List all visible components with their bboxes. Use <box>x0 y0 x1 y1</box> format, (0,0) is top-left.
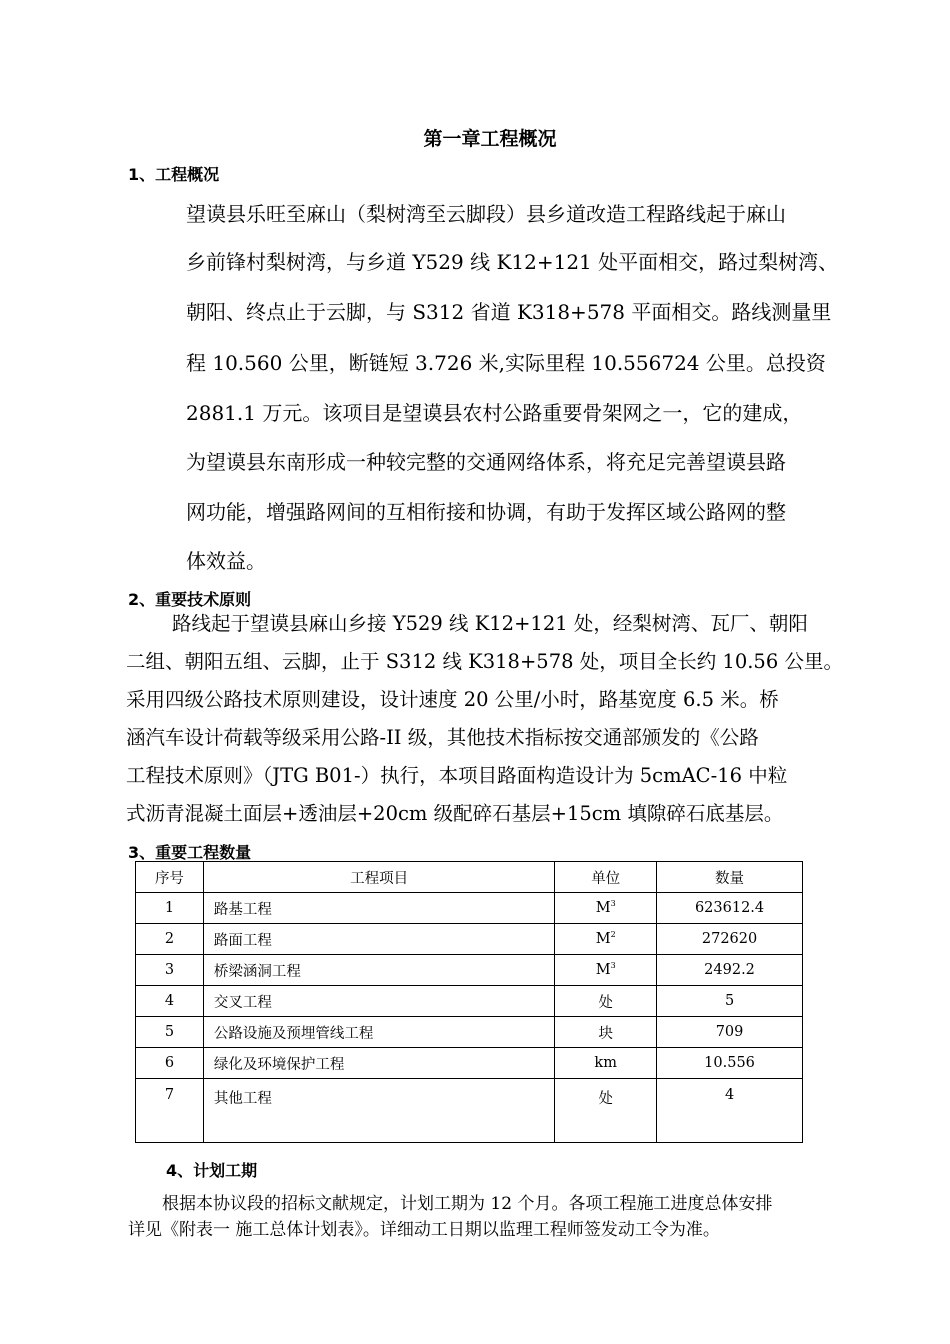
unit-text: 处 <box>598 994 613 1011</box>
unit-text: 处 <box>598 1091 613 1107</box>
section-2-line: 路线起于望谟县麻山乡接 Y529 线 K12+121 处，经梨树湾、瓦厂、朝阳 <box>172 612 808 635</box>
table-row <box>136 1048 803 1079</box>
row-quantity: 709 <box>657 1017 803 1048</box>
section-2-line: 涵汽车设计荷载等级采用公路-II 级，其他技术指标按交通部颁发的《公路 <box>126 726 759 749</box>
row-quantity: 623612.4 <box>657 893 803 924</box>
section-1-line: 2881.1 万元。该项目是望谟县农村公路重要骨架网之一，它的建成， <box>186 401 803 425</box>
row-number: 2 <box>136 924 204 955</box>
row-number: 7 <box>136 1079 204 1143</box>
section-1-line: 望谟县乐旺至麻山（梨树湾至云脚段）县乡道改造工程路线起于麻山 <box>186 202 786 226</box>
section-1-line: 乡前锋村梨树湾，与乡道 Y529 线 K12+121 处平面相交，路过梨树湾、 <box>186 250 839 274</box>
row-number: 1 <box>136 893 204 924</box>
row-unit <box>555 893 657 924</box>
row-item: 绿化及环境保护工程 <box>203 1048 554 1079</box>
row-number: 4 <box>136 986 204 1017</box>
row-item: 交叉工程 <box>203 986 554 1017</box>
table-header-cell: 数量 <box>657 862 803 893</box>
row-item: 路基工程 <box>203 893 554 924</box>
section-1-line: 体效益。 <box>186 549 266 573</box>
row-number: 6 <box>136 1048 204 1079</box>
row-quantity: 10.556 <box>657 1048 803 1079</box>
row-quantity: 5 <box>657 986 803 1017</box>
section-1-line: 网功能，增强路网间的互相衔接和协调，有助于发挥区域公路网的整 <box>186 500 786 524</box>
unit-text: km <box>594 1055 617 1071</box>
table-header-cell: 序号 <box>136 862 204 893</box>
table-row <box>136 924 803 955</box>
table-row <box>136 1079 803 1143</box>
table-row <box>136 986 803 1017</box>
row-item: 公路设施及预埋管线工程 <box>203 1017 554 1048</box>
unit-text: M <box>595 931 611 947</box>
row-quantity: 2492.2 <box>657 955 803 986</box>
row-item: 其他工程 <box>203 1079 554 1143</box>
row-number: 5 <box>136 1017 204 1048</box>
unit-exponent: 2 <box>610 930 616 940</box>
quantities-table <box>135 861 803 1143</box>
table-header-cell: 单位 <box>555 862 657 893</box>
table-header-cell: 工程项目 <box>203 862 554 893</box>
row-unit <box>555 1079 657 1143</box>
section-2-heading: 2、重要技术原则 <box>128 590 252 609</box>
section-4-line: 根据本协议段的招标文献规定，计划工期为 12 个月。各项工程施工进度总体安排 <box>162 1194 773 1214</box>
section-2-line: 采用四级公路技术原则建设，设计速度 20 公里/小时，路基宽度 6.5 米。桥 <box>126 688 779 711</box>
section-1-heading: 1、工程概况 <box>128 165 220 184</box>
section-2-line: 工程技术原则》（JTG B01-）执行，本项目路面构造设计为 5cmAC-16 中粒 <box>126 764 788 787</box>
page-title: 第一章工程概况 <box>423 128 557 150</box>
section-1-line: 朝阳、终点止于云脚，与 S312 省道 K318+578 平面相交。路线测量里 <box>186 300 832 324</box>
unit-exponent: 3 <box>610 961 616 971</box>
row-unit <box>555 1017 657 1048</box>
unit-text: M <box>595 900 611 916</box>
section-3-heading: 3、重要工程数量 <box>128 843 252 862</box>
table-header-row <box>136 862 803 893</box>
row-unit <box>555 924 657 955</box>
section-1-line: 程 10.560 公里，断链短 3.726 米,实际里程 10.556724 公里。总投资 <box>186 351 826 375</box>
section-4-heading: 4、计划工期 <box>166 1161 258 1180</box>
table-row <box>136 955 803 986</box>
unit-text: M <box>595 962 611 978</box>
section-1-line: 为望谟县东南形成一种较完整的交通网络体系，将充足完善望谟县路 <box>186 450 786 474</box>
unit-exponent: 3 <box>610 899 616 909</box>
row-quantity: 272620 <box>657 924 803 955</box>
table-row <box>136 893 803 924</box>
row-quantity: 4 <box>657 1079 803 1143</box>
row-unit <box>555 955 657 986</box>
row-unit <box>555 1048 657 1079</box>
section-2-line: 式沥青混凝土面层+透油层+20cm 级配碎石基层+15cm 填隙碎石底基层。 <box>126 802 784 825</box>
row-unit <box>555 986 657 1017</box>
unit-text: 块 <box>598 1025 613 1042</box>
row-number: 3 <box>136 955 204 986</box>
section-2-line: 二组、朝阳五组、云脚，止于 S312 线 K318+578 处，项目全长约 10.56 公里。 <box>126 650 843 673</box>
row-item: 路面工程 <box>203 924 554 955</box>
section-4-line: 详见《附表一 施工总体计划表》。详细动工日期以监理工程师签发动工令为准。 <box>128 1220 720 1240</box>
row-item: 桥梁涵洞工程 <box>203 955 554 986</box>
table-row <box>136 1017 803 1048</box>
